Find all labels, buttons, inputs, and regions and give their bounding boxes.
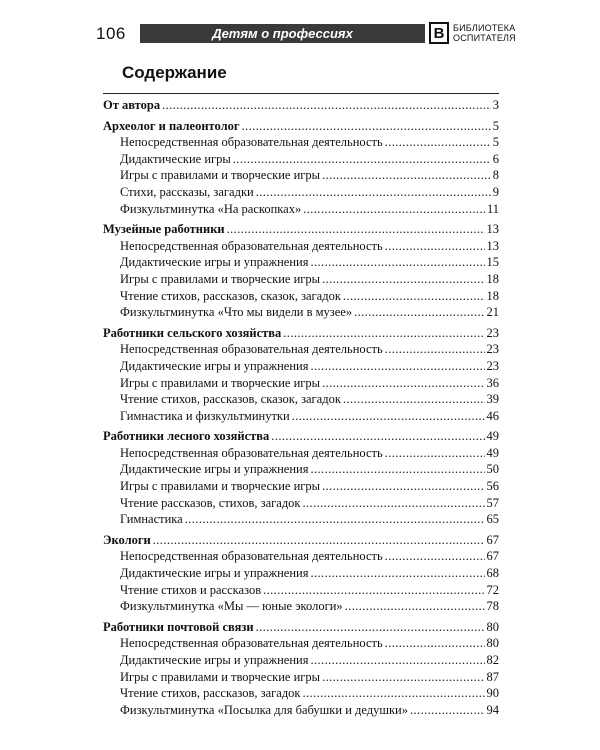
toc-entry-page: 80 <box>486 619 499 634</box>
toc-entry-title: Чтение стихов и рассказов <box>120 582 262 597</box>
toc-entry-title: Непосредственная образовательная деятельность <box>120 238 383 253</box>
toc-entry-page: 72 <box>486 582 499 597</box>
toc-entry[interactable] <box>103 167 499 184</box>
publisher-logo-letter: В <box>429 22 449 44</box>
toc-entry[interactable] <box>103 635 499 652</box>
toc-entry[interactable] <box>103 358 499 375</box>
dot-leader <box>303 201 485 218</box>
dot-leader <box>310 461 484 478</box>
dot-leader <box>310 358 484 375</box>
dot-leader <box>385 635 485 652</box>
toc-entry-title: Экологи <box>103 532 151 547</box>
series-title-bar <box>140 24 425 43</box>
toc-entry-title: Гимнастика и физкультминутки <box>120 408 290 423</box>
dot-leader <box>227 221 485 238</box>
toc-section[interactable] <box>103 221 499 238</box>
dot-leader <box>322 271 484 288</box>
toc-entry-title: Игры с правилами и творческие игры <box>120 168 321 183</box>
dot-leader <box>385 341 485 358</box>
toc-entry[interactable] <box>103 151 499 168</box>
toc-entry[interactable] <box>103 652 499 669</box>
dot-leader <box>385 548 485 565</box>
toc-entry[interactable] <box>103 288 499 305</box>
toc-entry-page: 18 <box>486 288 499 303</box>
toc-entry-title: Игры с правилами и творческие игры <box>120 669 321 684</box>
toc-entry-page: 18 <box>486 271 499 286</box>
toc-entry-title: Непосредственная образовательная деятельность <box>120 135 383 150</box>
toc-entry-page: 9 <box>492 184 499 199</box>
dot-leader <box>354 304 484 321</box>
toc-entry[interactable] <box>103 408 499 425</box>
dot-leader <box>385 134 491 151</box>
toc-entry-title: Непосредственная образовательная деятельность <box>120 342 383 357</box>
dot-leader <box>303 685 485 702</box>
dot-leader <box>310 652 484 669</box>
dot-leader <box>310 254 484 271</box>
toc-section[interactable] <box>103 532 499 549</box>
dot-leader <box>322 478 484 495</box>
dot-leader <box>385 238 485 255</box>
toc-entry-title: Работники почтовой связи <box>103 619 254 634</box>
toc-entry-title: Дидактические игры и упражнения <box>120 566 309 581</box>
running-header <box>96 22 516 46</box>
dot-leader <box>410 702 485 719</box>
toc-entry-title: Непосредственная образовательная деятельность <box>120 549 383 564</box>
dot-leader <box>283 325 484 342</box>
toc-entry-page: 80 <box>486 636 499 651</box>
logo-line-2: ОСПИТАТЕЛЯ <box>453 33 516 43</box>
toc-entry[interactable] <box>103 495 499 512</box>
toc-entry-title: Чтение рассказов, стихов, загадок <box>120 495 301 510</box>
toc-entry-page: 23 <box>486 358 499 373</box>
toc-entry-page: 94 <box>486 702 499 717</box>
dot-leader <box>242 118 491 135</box>
toc-entry-title: Археолог и палеонтолог <box>103 118 240 133</box>
dot-leader <box>256 619 485 636</box>
toc-entry[interactable] <box>103 341 499 358</box>
dot-leader <box>162 97 491 114</box>
toc-entry[interactable] <box>103 391 499 408</box>
toc-entry-page: 50 <box>486 462 499 477</box>
publisher-logo-text <box>453 23 516 43</box>
logo-line-1: БИБЛИОТЕКА <box>453 23 516 33</box>
toc-entry-page: 78 <box>486 599 499 614</box>
toc-entry-page: 23 <box>486 342 499 357</box>
dot-leader <box>345 598 485 615</box>
toc-entry-title: Игры с правилами и творческие игры <box>120 375 321 390</box>
toc-entry[interactable] <box>103 702 499 719</box>
toc-entry-page: 87 <box>486 669 499 684</box>
toc-entry-page: 49 <box>486 445 499 460</box>
toc-entry[interactable] <box>103 461 499 478</box>
toc-entry[interactable] <box>103 134 499 151</box>
page-heading: Содержание <box>122 63 227 82</box>
toc-section[interactable] <box>103 325 499 342</box>
toc-entry[interactable] <box>103 669 499 686</box>
toc-entry-page: 5 <box>492 118 499 133</box>
page-number: 106 <box>96 22 140 46</box>
toc-entry-title: Физкультминутка «На раскопках» <box>120 201 302 216</box>
toc-entry-title: Работники лесного хозяйства <box>103 429 270 444</box>
toc-entry[interactable] <box>103 445 499 462</box>
toc-entry[interactable] <box>103 478 499 495</box>
dot-leader <box>310 565 484 582</box>
toc-entry[interactable] <box>103 201 499 218</box>
toc-entry-title: Физкультминутка «Мы — юные экологи» <box>120 599 343 614</box>
dot-leader <box>303 495 485 512</box>
dot-leader <box>153 532 485 549</box>
toc-entry-title: Музейные работники <box>103 222 225 237</box>
toc-entry-page: 6 <box>492 151 499 166</box>
toc-entry-page: 3 <box>492 98 499 112</box>
dot-leader <box>385 445 485 462</box>
toc-section[interactable] <box>103 118 499 135</box>
toc-entry-title: Дидактические игры и упражнения <box>120 255 309 270</box>
dot-leader <box>292 408 485 425</box>
toc-entry-title: Чтение стихов, рассказов, сказок, загадок <box>120 288 341 303</box>
toc-entry-page: 39 <box>486 392 499 407</box>
series-title: Детям о профессиях <box>212 26 353 41</box>
dot-leader <box>185 511 485 528</box>
toc-entry-page: 65 <box>486 512 499 527</box>
toc-entry-page: 13 <box>486 222 499 237</box>
table-of-contents <box>103 93 499 718</box>
toc-entry-title: Дидактические игры и упражнения <box>120 358 309 373</box>
toc-entry-page: 67 <box>486 532 499 547</box>
toc-entry-title: Непосредственная образовательная деятельность <box>120 636 383 651</box>
toc-section[interactable] <box>103 619 499 636</box>
toc-entry[interactable] <box>103 511 499 528</box>
toc-entry[interactable] <box>103 375 499 392</box>
toc-entry-page: 5 <box>492 135 499 150</box>
toc-entry-title: Гимнастика <box>120 512 183 527</box>
dot-leader <box>343 288 485 305</box>
toc-entry-page: 68 <box>486 566 499 581</box>
toc-entry[interactable] <box>103 238 499 255</box>
toc-entry[interactable] <box>103 254 499 271</box>
toc-entry-page: 49 <box>486 429 499 444</box>
toc-entry-title: От автора <box>103 98 161 112</box>
toc-entry-page: 36 <box>486 375 499 390</box>
toc-entry[interactable] <box>103 548 499 565</box>
toc-entry-title: Дидактические игры <box>120 151 231 166</box>
toc-entry-page: 21 <box>486 305 499 320</box>
toc-entry[interactable] <box>103 271 499 288</box>
toc-entry-title: Чтение стихов, рассказов, загадок <box>120 686 301 701</box>
toc-entry-title: Игры с правилами и творческие игры <box>120 479 321 494</box>
toc-section[interactable] <box>103 97 499 114</box>
toc-entry[interactable] <box>103 598 499 615</box>
toc-entry-title: Работники сельского хозяйства <box>103 325 282 340</box>
toc-entry-page: 56 <box>486 479 499 494</box>
dot-leader <box>322 167 491 184</box>
toc-entry[interactable] <box>103 184 499 201</box>
toc-entry-title: Дидактические игры и упражнения <box>120 462 309 477</box>
toc-entry-page: 82 <box>486 653 499 667</box>
dot-leader <box>322 375 484 392</box>
toc-entry[interactable] <box>103 304 499 321</box>
toc-entry-title: Непосредственная образовательная деятельность <box>120 445 383 460</box>
toc-entry-title: Физкультминутка «Что мы видели в музее» <box>120 305 353 320</box>
toc-entry-page: 46 <box>486 408 499 423</box>
toc-entry-title: Дидактические игры и упражнения <box>120 653 309 667</box>
toc-entry-page: 67 <box>486 549 499 564</box>
toc-section[interactable] <box>103 428 499 445</box>
dot-leader <box>322 669 484 686</box>
toc-entry-title: Физкультминутка «Посылка для бабушки и дедушки» <box>120 702 408 717</box>
toc-entry-title: Стихи, рассказы, загадки <box>120 184 254 199</box>
toc-entry-page: 90 <box>486 686 499 701</box>
toc-entry-page: 23 <box>486 325 499 340</box>
toc-entry-page: 8 <box>492 168 499 183</box>
dot-leader <box>343 391 485 408</box>
toc-entry[interactable] <box>103 582 499 599</box>
toc-entry-title: Игры с правилами и творческие игры <box>120 271 321 286</box>
dot-leader <box>233 151 491 168</box>
dot-leader <box>263 582 484 599</box>
toc-entry-page: 57 <box>486 495 499 510</box>
toc-entry[interactable] <box>103 685 499 702</box>
dot-leader <box>271 428 484 445</box>
toc-entry-page: 11 <box>486 201 499 216</box>
toc-entry-title: Чтение стихов, рассказов, сказок, загадок <box>120 392 341 407</box>
dot-leader <box>256 184 491 201</box>
toc-entry-page: 13 <box>486 238 499 253</box>
toc-entry-page: 15 <box>486 255 499 270</box>
toc-entry[interactable] <box>103 565 499 582</box>
